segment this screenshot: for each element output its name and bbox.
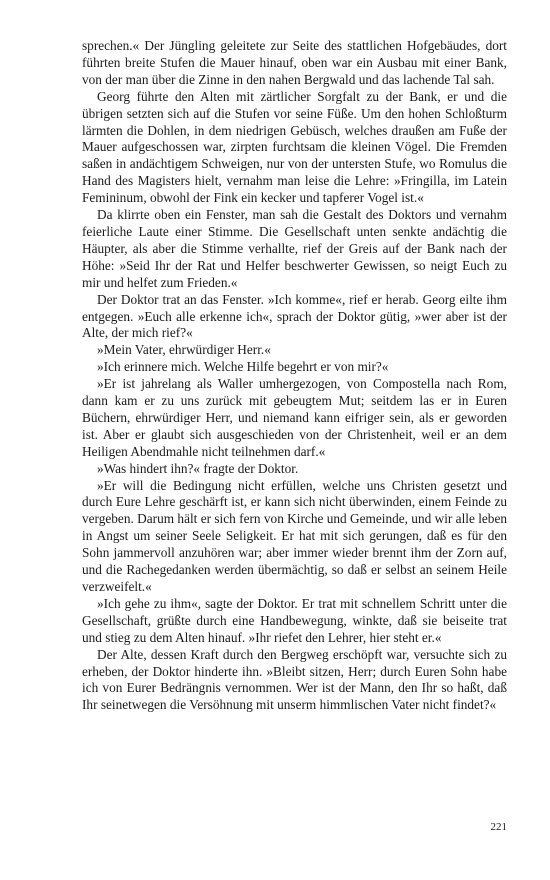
paragraph-3: Da klirrte oben ein Fenster, man sah die Gestalt des Doktors und vernahm feierliche Laute einer Stimme. Die Gesellschaft unten senkte andächtig die Häupter, als aber die Stimme verhallte, rief der Greis auf der Bank nach der Höhe: »Seid Ihr der Rat und Helfer beschwerter Gewissen, so neigt Euch zu mir und helfet zum Frieden.« xyxy=(82,207,507,290)
paragraph-8: »Was hindert ihn?« fragte der Doktor. xyxy=(97,460,299,476)
paragraph-4: Der Doktor trat an das Fenster. »Ich komme«, rief er herab. Georg eilte ihm entgegen. »Euch alle erkenne ich«, sprach der Doktor gütig, »wer aber ist der Alte, der mich rief?« xyxy=(82,291,507,341)
paragraph-1: sprechen.« Der Jüngling geleitete zur Seite des stattlichen Hofgebäudes, dort führten breite Stufen die Mauer hinauf, oben war ein Ausbau mit einer Bank, von der man über die Zinne in den nahen Bergwald und das lachende Tal sah. xyxy=(82,38,507,87)
paragraph-11: Der Alte, dessen Kraft durch den Bergweg erschöpft war, versuchte sich zu erheben, der Doktor hinderte ihn. »Bleibt sitzen, Herr; durch Euren Sohn habe ich von Eurer Bedrängnis vernommen. Wer ist der Mann, den Ihr so haßt, daß Ihr seinetwegen die Versöhnung mit unserm himmlischen Vater nicht findet?« xyxy=(82,646,507,713)
paragraph-7: »Er ist jahrelang als Waller umhergezogen, von Compostella nach Rom, dann kam er zu uns zurück mit gebeugtem Mut; seitdem las er in Euren Büchern, ehrwürdiger Herr, und niemand kann eifriger sein, als er geworden ist. Aber er glaubt sich ausgeschieden von der Christenheit, weil er an dem Heiligen Abendmahle nicht teilnehmen darf.« xyxy=(82,376,507,459)
paragraph-6: »Ich erinnere mich. Welche Hilfe begehrt er von mir?« xyxy=(97,359,389,375)
page-number: 221 xyxy=(490,821,507,833)
paragraph-9: »Er will die Bedingung nicht erfüllen, welche uns Christen gesetzt und durch Eure Lehre geschärft ist, er kann sich nicht überwinden, einem Feinde zu vergeben. Darum hält er sich fern von Kirche und Gemeinde, und wir alle leben in Angst um seiner Seele Seligkeit. Er hat mit sich gerungen, daß es für den Sohn jammervoll anzuhören war; aber immer wieder brennt ihm der Zorn auf, und die Rachegedanken werden übermächtig, so daß er selbst an seinem Heile verzweifelt.« xyxy=(82,477,507,594)
body-text xyxy=(82,38,507,714)
paragraph-10: »Ich gehe zu ihm«, sagte der Doktor. Er trat mit schnellem Schritt unter die Gesellschaft, grüßte durch eine Handbewegung, winkte, daß sie beiseite trat und stieg zu dem Alten hinauf. »Ihr riefet den Lehrer, hier steht er.« xyxy=(82,595,507,645)
paragraph-5: »Mein Vater, ehrwürdiger Herr.« xyxy=(97,342,271,358)
paragraph-2: Georg führte den Alten mit zärtlicher Sorgfalt zu der Bank, er und die übrigen setzten sich auf die Stufen vor seine Füße. Um den hohen Schloßturm lärmten die Dohlen, in dem niedrigen Gebüsch, welches draußen am Fuße der Mauer aufgeschossen war, zirpten furchtsam die kleinen Vögel. Die Fremden saßen in andächtigem Schweigen, nur von der untersten Stufe, wo Romulus die Hand des Magisters hielt, vernahm man leise die Lehre: »Fringilla, im Latein Femininum, obwohl der Fink ein kecker und tapferer Vogel ist.« xyxy=(82,88,507,206)
